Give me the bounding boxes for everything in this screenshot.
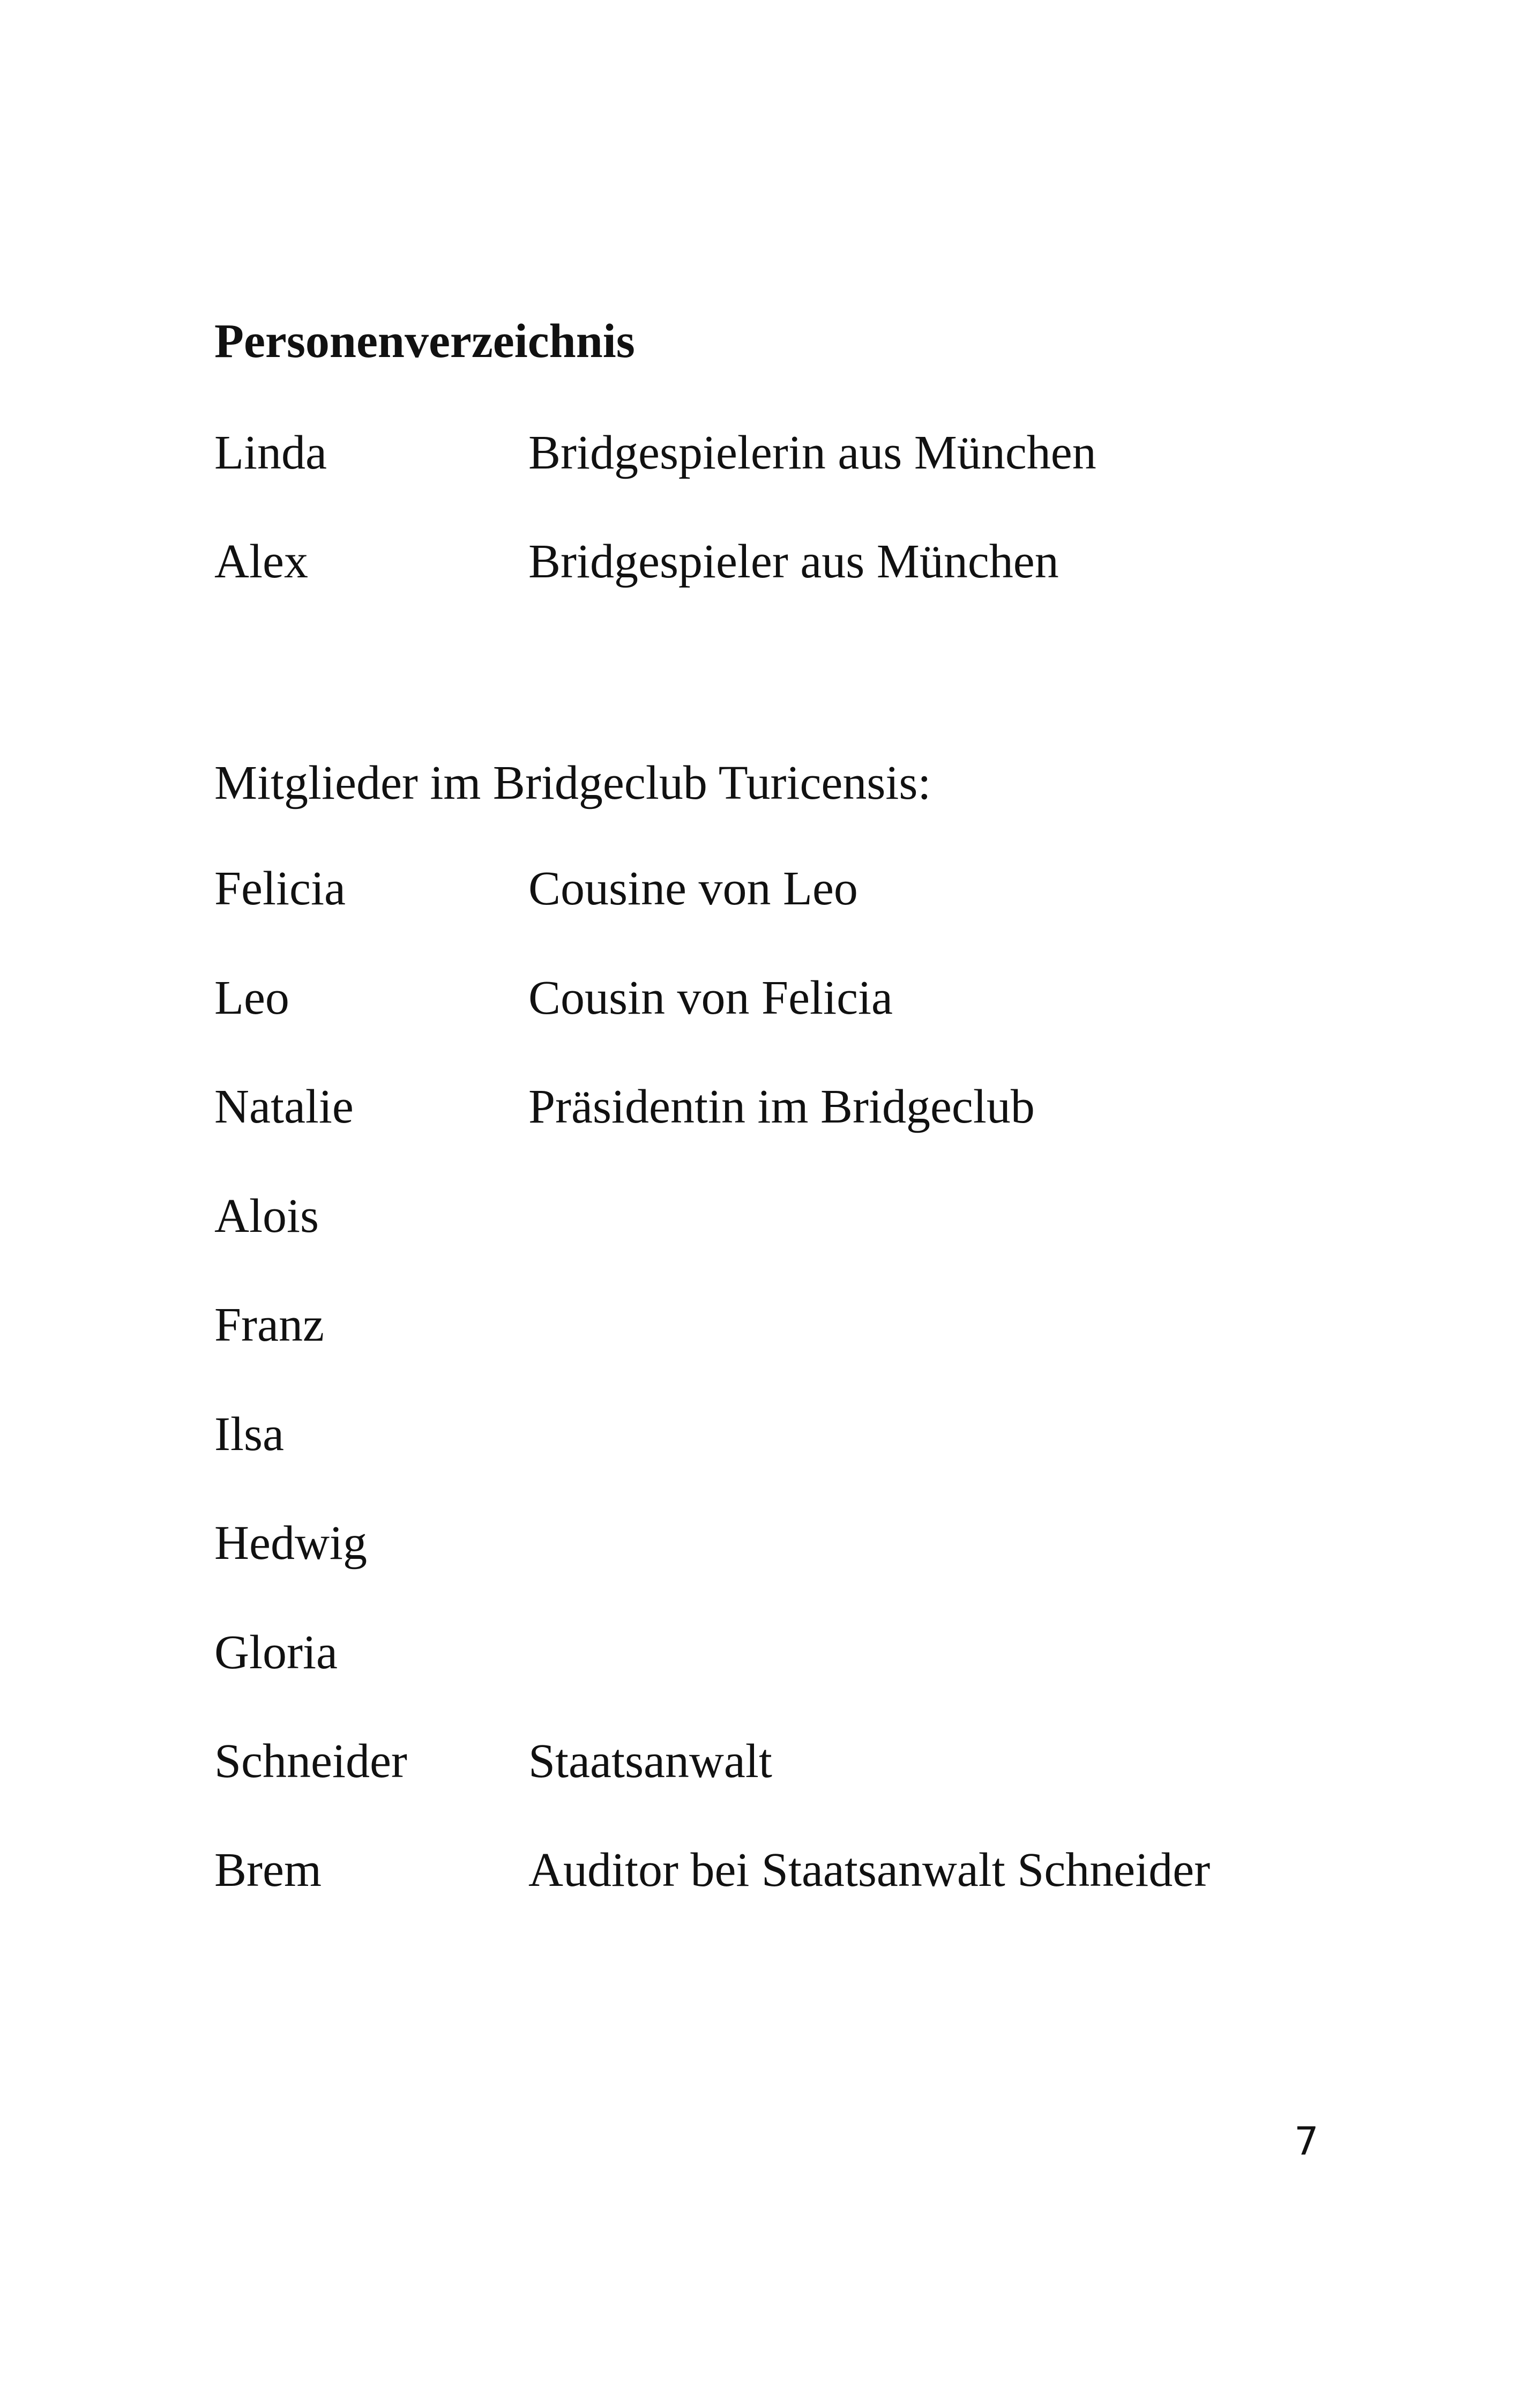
person-name: Gloria [214, 1626, 338, 1679]
page-number: 7 [1294, 2119, 1319, 2164]
list-item [214, 535, 1340, 597]
person-name: Alois [214, 1190, 319, 1243]
list-item [214, 1192, 1340, 1251]
list-item [214, 862, 1340, 924]
person-role: Bridgespieler aus München [528, 535, 1059, 588]
person-name: Schneider [214, 1735, 407, 1788]
list-item [214, 1737, 1340, 1796]
list-item [214, 1519, 1340, 1578]
list-item [214, 1080, 1340, 1142]
person-name: Alex [214, 535, 308, 588]
list-item [214, 1298, 1340, 1360]
person-name: Linda [214, 426, 327, 479]
list-item [214, 971, 1340, 1033]
person-role: Auditor bei Staatsanwalt Schneider [528, 1844, 1211, 1897]
person-role: Cousine von Leo [528, 862, 858, 915]
person-name: Hedwig [214, 1517, 367, 1570]
person-role: Bridgespielerin aus München [528, 426, 1096, 479]
person-name: Leo [214, 971, 289, 1024]
person-role: Cousin von Felicia [528, 971, 893, 1024]
person-name: Felicia [214, 862, 346, 915]
person-role: Staatsanwalt [528, 1735, 772, 1788]
person-name: Natalie [214, 1080, 354, 1133]
list-item [214, 1626, 1340, 1688]
person-name: Franz [214, 1298, 324, 1351]
list-item [214, 426, 1340, 488]
section-heading: Mitglieder im Bridgeclub Turicensis: [214, 756, 931, 809]
page-title: Personenverzeichnis [214, 315, 635, 368]
person-name: Ilsa [214, 1408, 284, 1461]
list-item [214, 1846, 1340, 1905]
list-item [214, 1410, 1340, 1469]
person-name: Brem [214, 1844, 322, 1897]
person-role: Präsidentin im Bridgeclub [528, 1080, 1035, 1133]
